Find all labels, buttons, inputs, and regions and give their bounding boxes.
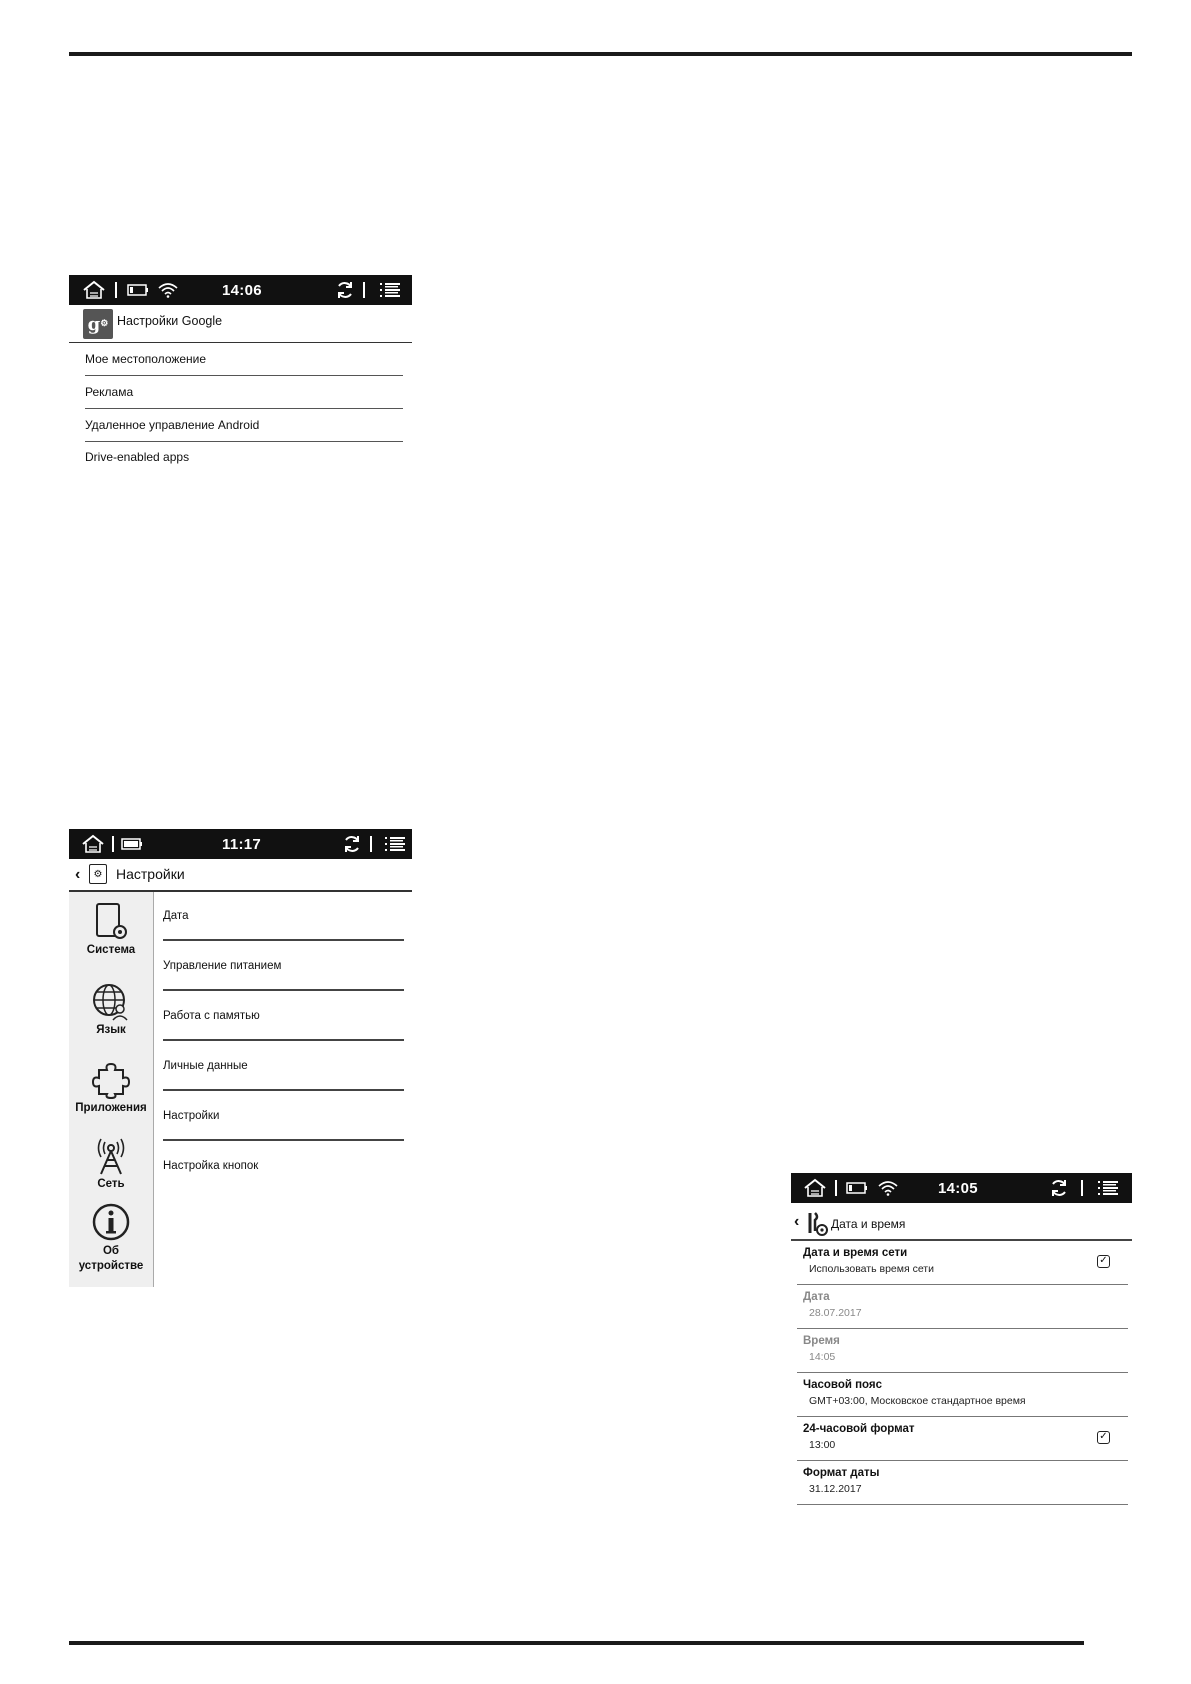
settings-app-icon: ⚙ [89,864,107,884]
antenna-icon [91,1136,131,1176]
home-icon[interactable] [804,1173,826,1203]
battery-icon [121,829,143,859]
row-24h-format[interactable] [797,1417,1128,1461]
globe-person-icon [91,982,131,1022]
row-value: 13:00 [809,1439,836,1451]
home-icon[interactable] [83,275,105,305]
settings-item-memory[interactable] [163,992,404,1041]
settings-item-label: Работа с памятью [163,1010,260,1022]
list-item-label: Реклама [85,385,134,399]
category-about[interactable] [69,1202,153,1274]
sync-icon[interactable] [335,275,355,305]
category-network[interactable] [69,1136,153,1190]
page-top-rule [69,52,1132,56]
settings-item-label: Управление питанием [163,960,282,972]
row-network-time[interactable] [797,1241,1128,1285]
page-title: Настройки Google [117,314,223,328]
row-value: 31.12.2017 [809,1483,862,1495]
network-time-checkbox[interactable]: ✓ [1097,1255,1110,1268]
status-separator [363,282,365,298]
list-item-label: Удаленное управление Android [85,418,260,432]
category-apps[interactable] [69,1060,153,1114]
category-label: Язык [96,1024,126,1036]
list-item-label: Мое местоположение [85,352,207,366]
row-timezone[interactable] [797,1373,1128,1417]
settings-item-date[interactable] [163,892,404,941]
date-time-screenshot [791,1173,1132,1507]
category-label: Сеть [97,1178,125,1190]
settings-screenshot [69,829,412,1287]
google-settings-icon: g ⚙ [83,309,113,339]
status-bar [791,1173,1132,1203]
row-time[interactable] [797,1329,1128,1373]
category-system[interactable] [69,902,153,956]
status-separator [1081,1180,1083,1196]
sync-icon[interactable] [1049,1173,1069,1203]
row-label: Часовой пояс [803,1379,883,1391]
row-label: Время [803,1335,840,1347]
page-bottom-rule [69,1641,1084,1645]
status-time: 14:05 [938,1179,978,1197]
24h-format-checkbox[interactable]: ✓ [1097,1431,1110,1444]
page-title: Настройки [116,866,185,882]
google-settings-screenshot [69,275,412,471]
home-icon[interactable] [82,829,104,859]
settings-item-label: Настройка кнопок [163,1160,259,1172]
row-label: Формат даты [803,1467,880,1479]
row-date[interactable] [797,1285,1128,1329]
menu-list-icon[interactable] [384,829,406,859]
wifi-icon [157,275,179,305]
status-separator [835,1180,837,1196]
row-date-format[interactable] [797,1461,1128,1505]
list-item-ads[interactable] [85,376,403,409]
row-value: Использовать время сети [809,1263,934,1275]
page-title: Дата и время [831,1217,906,1231]
status-time: 11:17 [222,835,262,853]
list-item-label: Drive-enabled apps [85,450,190,464]
back-arrow-icon[interactable]: ‹ [75,866,81,883]
status-separator [112,836,114,852]
settings-item-label: Дата [163,910,189,922]
status-time: 14:06 [222,281,262,299]
category-label: Приложения [75,1102,147,1114]
category-language[interactable] [69,982,153,1036]
row-label: Дата [803,1291,830,1303]
tools-gear-icon [805,1211,829,1242]
settings-item-settings[interactable] [163,1092,404,1141]
back-arrow-icon[interactable]: ‹ [794,1213,800,1230]
status-bar [69,275,412,305]
puzzle-icon [91,1060,131,1100]
wifi-icon [877,1173,899,1203]
row-value: 28.07.2017 [809,1307,862,1319]
menu-list-icon[interactable] [379,275,401,305]
battery-icon [846,1173,868,1203]
row-label: Дата и время сети [803,1247,908,1259]
tablet-gear-icon [91,902,131,942]
settings-item-buttons[interactable] [163,1142,404,1191]
settings-item-label: Личные данные [163,1060,248,1072]
list-item-location[interactable] [85,343,403,376]
sync-icon[interactable] [342,829,362,859]
row-label: 24-часовой формат [803,1423,915,1435]
status-bar [69,829,412,859]
info-icon [91,1202,131,1242]
status-separator [370,836,372,852]
status-separator [115,282,117,298]
settings-item-personal[interactable] [163,1042,404,1091]
category-sidebar [69,892,154,1287]
category-label: Об устройстве [78,1245,144,1272]
battery-icon [127,275,149,305]
row-value: GMT+03:00, Московское стандартное время [809,1395,1026,1407]
menu-list-icon[interactable] [1097,1173,1119,1203]
list-item-remote-android[interactable] [85,409,403,442]
settings-item-power[interactable] [163,942,404,991]
list-item-drive-apps[interactable] [85,441,403,471]
settings-item-label: Настройки [163,1110,220,1122]
row-value: 14:05 [809,1351,836,1363]
category-label: Система [86,944,136,956]
